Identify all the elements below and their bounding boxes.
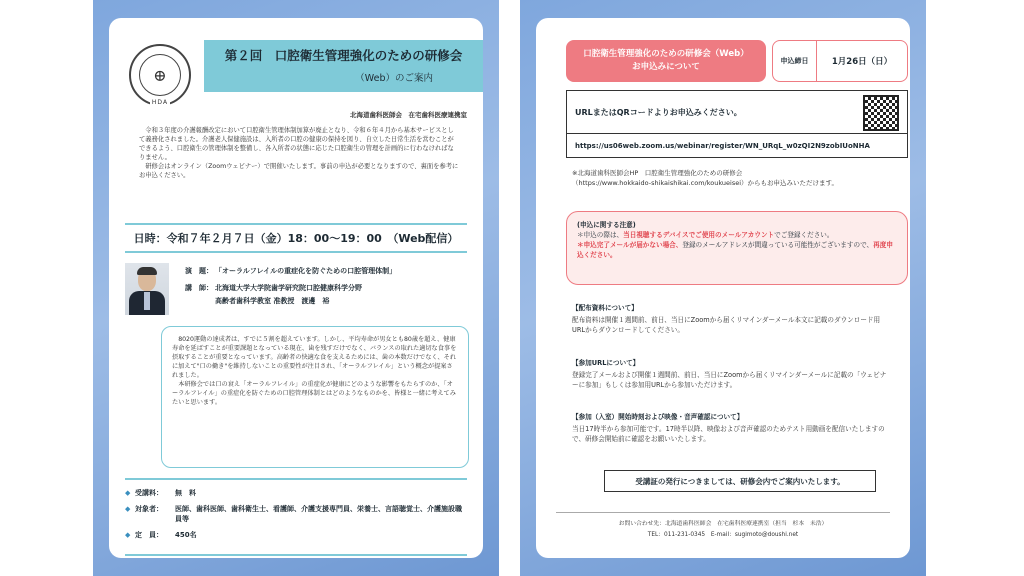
section-body: 当日17時半から参加可能です。17時半以降、映像および音声確認のためテスト用動画を配信いたしますので、研修会開始前に確認をお願いいたします。 xyxy=(572,425,885,443)
title-band xyxy=(204,40,483,92)
info-box xyxy=(125,478,467,556)
qr-code-icon[interactable] xyxy=(863,95,899,131)
lecture-title-label: 演 題： xyxy=(185,267,213,275)
flyer-front xyxy=(93,0,499,576)
deadline-label: 申込締日 xyxy=(773,41,817,81)
info-capacity xyxy=(125,530,467,540)
deadline-box xyxy=(772,40,908,82)
section-header: 【参加URLについて】 xyxy=(572,359,640,367)
registration-url[interactable]: https://us06web.zoom.us/webinar/register/WN_URqL_w0zQI2N9zobIUoNHA xyxy=(566,134,908,158)
lecture-speaker-row xyxy=(185,283,471,294)
intro-text xyxy=(139,126,459,180)
application-subtitle: お申込みについて xyxy=(632,62,700,72)
caution-text: ＊申込の際は、 xyxy=(577,231,624,239)
deadline-value: 1月26日（日） xyxy=(831,57,893,67)
speaker-org: 北海道大学大学院歯学研究院口腔健康科学分野 xyxy=(215,284,362,292)
contact-line: お問い合わせ先：北海道歯科医師会 在宅歯科医療連携室（担当 杉本 未浩） xyxy=(618,521,828,527)
seminar-title: 第２回 口腔衛生管理強化のための研修会 xyxy=(224,48,463,63)
info-value: 医師、歯科医師、歯科衛生士、看護師、介護支援専門員、栄養士、言語聴覚士、介護施設職員等 xyxy=(175,505,462,523)
speaker-photo xyxy=(125,263,169,315)
intro-paragraph: 研修会はオンライン（Zoomウェビナー）で開催いたします。事前の申込が必要となりますので、裏面を参考にお申込ください。 xyxy=(139,163,459,179)
caution-emphasis: ＊申込完了メールが届かない場合、 xyxy=(577,241,683,249)
seminar-subtitle: （Web）のご案内 xyxy=(355,73,433,84)
info-value: 450名 xyxy=(175,531,197,539)
abstract-paragraph: 8020運動の達成者は、すでに５割を超えています。しかし、平均寿命が男女とも80歳を超え、健康寿命を延ばすことが重要課題となっている現在、歯を残すだけでなく、バランスの取れた適切な食事を摂取することが重要となっています。高齢者の快適な食を支えるためには、歯の本数だけでなく、それに加えて"口の働き"を維持しないことの重要性が注目され、「オーラルフレイル」という概念が提案されました。 xyxy=(172,336,457,379)
section-url xyxy=(572,358,888,390)
flyer-back xyxy=(520,0,926,576)
certificate-note: 受講証の発行につきましては、研修会内でご案内いたします。 xyxy=(604,470,876,492)
url-prompt: URLまたはQRコードよりお申込みください。 xyxy=(575,107,742,117)
intro-paragraph: 令和３年度の介護報酬改定において口腔衛生管理体制加算が廃止となり、令和６年４月から基本サービスとして義務化されました。介護老人保健施設は、入所者の口腔の健康の保持を図り、自立した日常生活を営むことができるよう、口腔衛生の管理体制を整備し、各入所者の状態に応じた口腔衛生の管理を計画的に行わなければなりません。 xyxy=(139,127,454,161)
caution-text: 登録のメールアドレスが間違っている可能性がございますので、 xyxy=(682,241,874,249)
caution-header: (申込に関する注意) xyxy=(577,221,636,229)
logo-text: HDA xyxy=(151,99,169,106)
contact-line: TEL：011-231-0345 E-mail：sugimoto@doushi.net xyxy=(647,532,799,538)
diamond-icon: ◆ xyxy=(125,505,131,513)
section-materials xyxy=(572,303,888,335)
caution-line-2 xyxy=(577,240,897,260)
section-body: 配布資料は開催１週間前、前日、当日にZoomから届くリマインダーメール本文に記載のダウンロード用URLからダウンロードしてください。 xyxy=(572,316,881,334)
hp-note xyxy=(572,168,890,188)
section-header: 【配布資料について】 xyxy=(572,304,638,312)
info-key: 対象者： xyxy=(135,505,163,513)
lecture-info xyxy=(185,266,471,307)
flyer-front-card xyxy=(109,18,483,558)
application-badge xyxy=(566,40,766,82)
info-fee xyxy=(125,488,467,498)
info-key: 定 員： xyxy=(135,531,163,539)
caution-emphasis: 当日視聴するデバイスでご使用のメールアカウント xyxy=(623,231,775,239)
hp-note-link[interactable]: （https://www.hokkaido-shikaishikai.com/koukueisei）からもお申込みいただけます。 xyxy=(572,179,839,187)
abstract-paragraph: 本研修会では口の衰え「オーラルフレイル」の重症化が健康にどのような影響をもたらすのか、「オーラルフレイル」の重症化を防ぐための口腔管理体制とはどのようなものかを、皆様と一緒に考えてみたいと思います。 xyxy=(172,381,456,406)
info-key: 受講料： xyxy=(135,489,163,497)
info-value: 無 料 xyxy=(175,489,196,497)
section-header: 【参加（入室）開始時刻および映像・音声確認について】 xyxy=(572,413,744,421)
event-date: 日時：令和７年２月７日（金）18：00～19：00 （Web配信） xyxy=(125,223,467,253)
speaker-name: 高齢者歯科学教室 准教授 渡邊 裕 xyxy=(215,297,330,305)
diamond-icon: ◆ xyxy=(125,489,131,497)
section-body: 登録完了メールおよび開催１週間前、前日、当日にZoomから届くリマインダーメールに記載の「ウェビナーに参加」もしくは参加用URLから参加いただけます。 xyxy=(572,371,887,389)
caution-emphasis: 再度申込ください。 xyxy=(577,241,893,259)
caution-line-1 xyxy=(577,230,897,240)
caution-text: でご登録ください。 xyxy=(774,231,834,239)
speaker-name-row xyxy=(185,296,471,307)
abstract-box xyxy=(161,326,469,468)
logo-emblem-icon: ⊕ xyxy=(139,54,181,96)
hp-note-line: ※北海道歯科医師会HP 口腔衛生管理強化のための研修会 xyxy=(572,169,743,177)
organizer: 北海道歯科医師会 在宅歯科医療連携室 xyxy=(350,111,467,119)
flyer-back-card xyxy=(536,18,910,558)
lecture-title: 「オーラルフレイルの重症化を防ぐための口腔管理体制」 xyxy=(215,267,397,275)
application-title: 口腔衛生管理強化のための研修会（Web） xyxy=(583,49,749,59)
lecture-title-row xyxy=(185,266,471,277)
contact-info xyxy=(556,512,890,541)
info-audience xyxy=(125,504,467,524)
speaker-label: 講 師： xyxy=(185,284,213,292)
section-entry xyxy=(572,412,888,444)
url-prompt-box xyxy=(566,90,908,134)
diamond-icon: ◆ xyxy=(125,531,131,539)
association-logo xyxy=(129,44,191,106)
caution-box xyxy=(566,211,908,285)
